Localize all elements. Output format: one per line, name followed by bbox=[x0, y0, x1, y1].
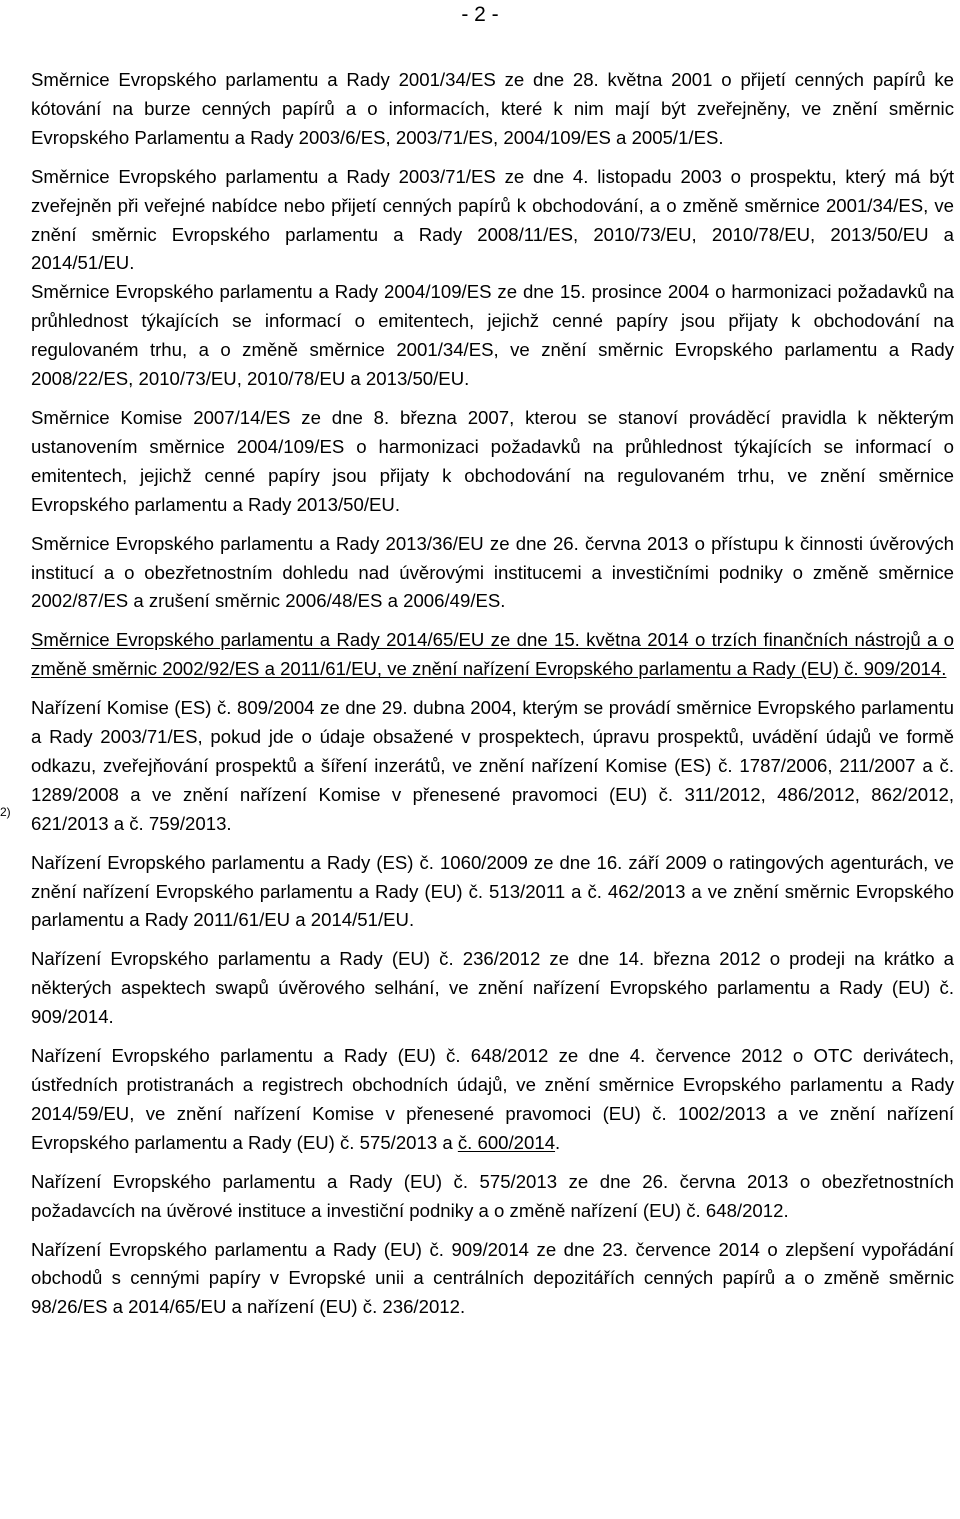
paragraph-directive-2001-34: Směrnice Evropského parlamentu a Rady 2001/34/ES ze dne 28. května 2001 o přijetí cenných papírů ke kótování na burze cenných papírů a o informacích, které k nim mají být zveřejněny, ve znění směrnic Evropského Parlamentu a Rady 2003/6/ES, 2003/71/ES, 2004/109/ES a 2005/1/ES. bbox=[31, 69, 954, 148]
underlined-reference: č. 600/2014 bbox=[457, 1131, 556, 1153]
page-number: - 2 - bbox=[461, 3, 499, 26]
paragraph-regulation-1060-2009: Nařízení Evropského parlamentu a Rady (ES) č. 1060/2009 ze dne 16. září 2009 o ratingových agenturách, ve znění nařízení Evropského parlamentu a Rady (EU) č. 513/2011 a č. 462/2013 a ve znění směrnic Evropského parlamentu a Rady 2011/61/EU a 2014/51/EU. bbox=[31, 851, 954, 931]
paragraph-regulation-648-2012 bbox=[31, 1042, 954, 1158]
paragraph-directive-2004-109: Směrnice Evropského parlamentu a Rady 2004/109/ES ze dne 15. prosince 2004 o harmonizaci požadavků na průhlednost týkajících se informací o emitentech, jejichž cenné papíry jsou přijaty k obchodování na regulovaném trhu, a o změně směrnice 2001/34/ES, ve znění směrnic Evropského parlamentu a Rady 2008/22/ES, 2010/73/EU, 2010/78/EU a 2013/50/EU. bbox=[31, 281, 954, 390]
paragraph-directive-2013-36: Směrnice Evropského parlamentu a Rady 2013/36/EU ze dne 26. června 2013 o přístupu k činnosti úvěrových institucí a o obezřetnostním dohledu nad úvěrovými institucemi a investičními podniky o změně směrnice 2002/87/ES a zrušení směrnic 2006/48/ES a 2006/49/ES. bbox=[31, 532, 954, 612]
document-body bbox=[31, 66, 954, 1332]
paragraph-directive-2014-65: Směrnice Evropského parlamentu a Rady 2014/65/EU ze dne 15. května 2014 o trzích finančních nástrojů a o změně směrnic 2002/92/ES a 2011/61/EU, ve znění nařízení Evropského parlamentu a Rady (EU) č. 909/2014. bbox=[31, 629, 954, 680]
paragraph-directive-2003-71: Směrnice Evropského parlamentu a Rady 2003/71/ES ze dne 4. listopadu 2003 o prospektu, který má být zveřejněn při veřejné nabídce nebo přijetí cenných papírů k obchodování, a o změně směrnice 2001/34/ES, ve znění směrnic Evropského parlamentu a Rady 2008/11/ES, 2010/73/EU, 2010/78/EU, 2013/50/EU a 2014/51/EU. bbox=[31, 165, 954, 274]
paragraph-regulation-236-2012: Nařízení Evropského parlamentu a Rady (EU) č. 236/2012 ze dne 14. března 2012 o prodeji na krátko a některých aspektech swapů úvěrového selhání, ve znění nařízení Evropského parlamentu a Rady (EU) č. 909/2014. bbox=[31, 948, 954, 1028]
paragraph-end: . bbox=[555, 1131, 561, 1153]
paragraph-regulation-575-2013: Nařízení Evropského parlamentu a Rady (EU) č. 575/2013 ze dne 26. června 2013 o obezřetnostních požadavcích na úvěrové instituce a investiční podniky a o změně nařízení (EU) č. 648/2012. bbox=[31, 1170, 954, 1221]
paragraph-directive-2007-14: Směrnice Komise 2007/14/ES ze dne 8. března 2007, kterou se stanoví prováděcí pravidla k některým ustanovením směrnice 2004/109/ES o harmonizaci požadavků na průhlednost týkajících se informací o emitentech, jejichž cenné papíry jsou přijaty k obchodování na regulovaném trhu, ve znění směrnice Evropského parlamentu a Rady 2013/50/EU. bbox=[31, 406, 954, 515]
paragraph-regulation-809-2004: Nařízení Komise (ES) č. 809/2004 ze dne 29. dubna 2004, kterým se provádí směrnice Evropského parlamentu a Rady 2003/71/ES, pokud jde o údaje obsažené v prospektech, úpravu prospektů, uvádění údajů ve formě odkazu, zveřejňování prospektů a šíření inzerátů, ve znění nařízení Komise (ES) č. 1787/2006, 211/2007 a č. 1289/2008 a ve znění nařízení Komise v přenesené pravomoci (EU) č. 311/2012, 486/2012, 862/2012, 621/2013 a č. 759/2013. bbox=[31, 697, 954, 834]
paragraph-regulation-909-2014: Nařízení Evropského parlamentu a Rady (EU) č. 909/2014 ze dne 23. července 2014 o zlepšení vypořádání obchodů s cennými papíry v Evropské unii a centrálních depozitářích cenných papírů a o změně směrnic 98/26/ES a 2014/65/EU a nařízení (EU) č. 236/2012. bbox=[31, 1238, 954, 1318]
footnote-marker: 2) bbox=[0, 805, 11, 819]
paragraph-text: Nařízení Evropského parlamentu a Rady (EU) č. 648/2012 ze dne 4. července 2012 o OTC derivátech, ústředních protistranách a registrech obchodních údajů, ve znění směrnice Evropského parlamentu a Rady 2014/59/EU, ve znění nařízení Komise v přenesené pravomoci (EU) č. 1002/2013 a ve znění nařízení Evropského parlamentu a Rady (EU) č. 575/2013 a bbox=[31, 1045, 954, 1153]
